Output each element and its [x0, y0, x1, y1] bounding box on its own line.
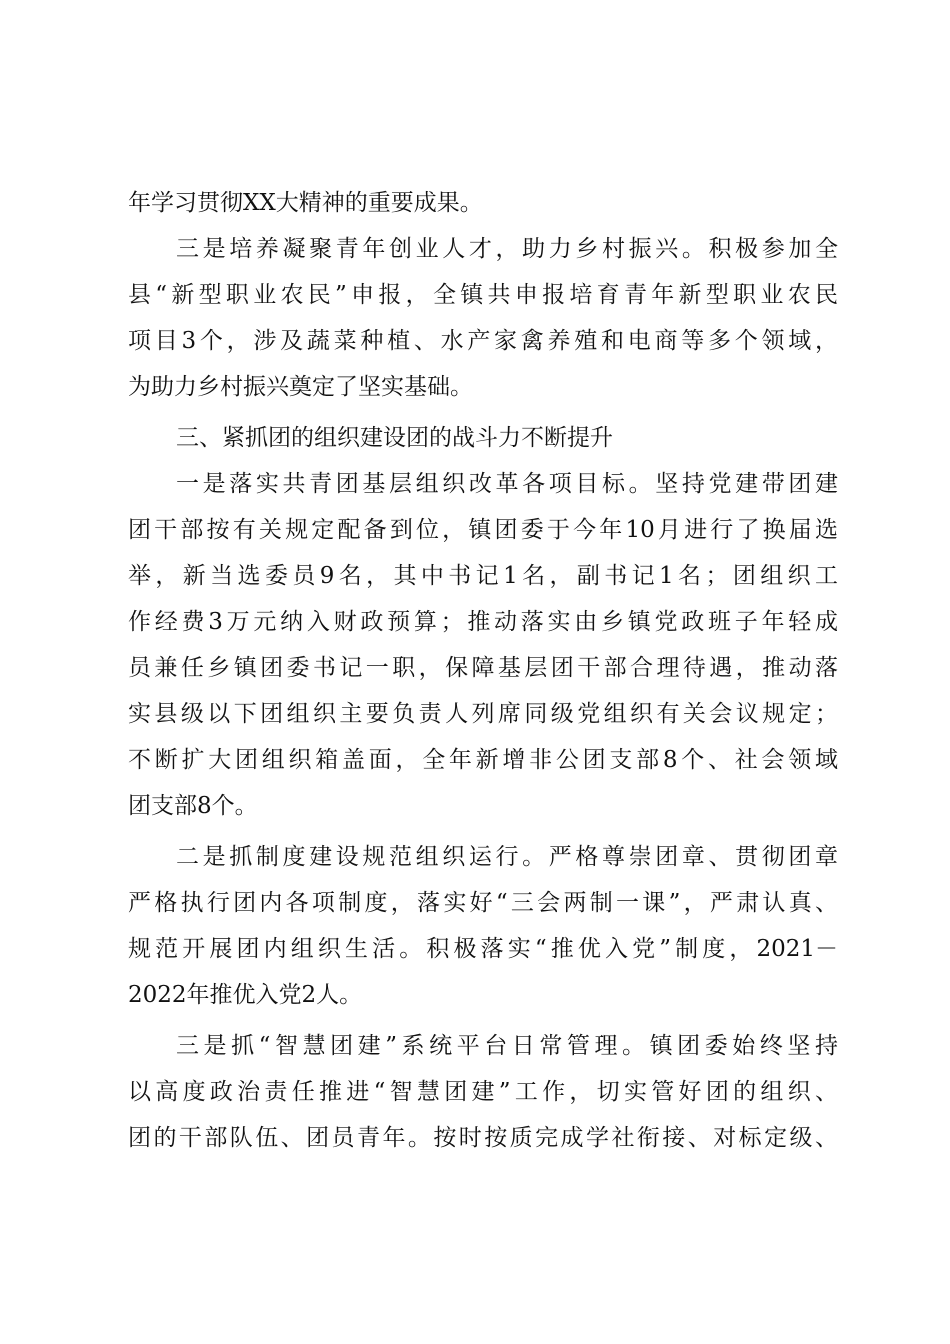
paragraph-line: 县“新型职业农民”申报，全镇共申报培育青年新型职业农民: [128, 282, 838, 308]
paragraph-line: 团干部按有关规定配备到位，镇团委于今年10月进行了换届选: [128, 517, 838, 543]
paragraph-line: 严格执行团内各项制度，落实好“三会两制一课”，严肃认真、: [128, 890, 838, 916]
paragraph-line: 年学习贯彻XX大精神的重要成果。: [128, 190, 483, 216]
paragraph-line: 作经费3万元纳入财政预算；推动落实由乡镇党政班子年轻成: [128, 609, 838, 635]
paragraph-line: 三是培养凝聚青年创业人才，助力乡村振兴。积极参加全: [176, 236, 838, 262]
paragraph-line: 举，新当选委员9名，其中书记1名，副书记1名；团组织工: [128, 563, 838, 589]
paragraph-line: 规范开展团内组织生活。积极落实“推优入党”制度，2021－: [128, 936, 838, 962]
paragraph-line: 以高度政治责任推进“智慧团建”工作，切实管好团的组织、: [128, 1079, 838, 1105]
paragraph-line: 一是落实共青团基层组织改革各项目标。坚持党建带团建: [176, 471, 838, 497]
paragraph-line: 团支部8个。: [128, 793, 258, 819]
paragraph-line: 二是抓制度建设规范组织运行。严格尊崇团章、贯彻团章: [176, 844, 838, 870]
paragraph-line: 员兼任乡镇团委书记一职，保障基层团干部合理待遇，推动落: [128, 655, 838, 681]
paragraph-line: 为助力乡村振兴奠定了坚实基础。: [128, 374, 473, 400]
paragraph-line: 不断扩大团组织箱盖面，全年新增非公团支部8个、社会领域: [128, 747, 838, 773]
paragraph-line: 实县级以下团组织主要负责人列席同级党组织有关会议规定；: [128, 701, 838, 727]
section-heading: 三、紧抓团的组织建设团的战斗力不断提升: [176, 425, 613, 451]
paragraph-line: 三是抓“智慧团建”系统平台日常管理。镇团委始终坚持: [176, 1033, 838, 1059]
paragraph-line: 项目3个，涉及蔬菜种植、水产家禽养殖和电商等多个领域，: [128, 328, 838, 354]
paragraph-line: 团的干部队伍、团员青年。按时按质完成学社衔接、对标定级、: [128, 1125, 838, 1151]
paragraph-line: 2022年推优入党2人。: [128, 982, 363, 1008]
